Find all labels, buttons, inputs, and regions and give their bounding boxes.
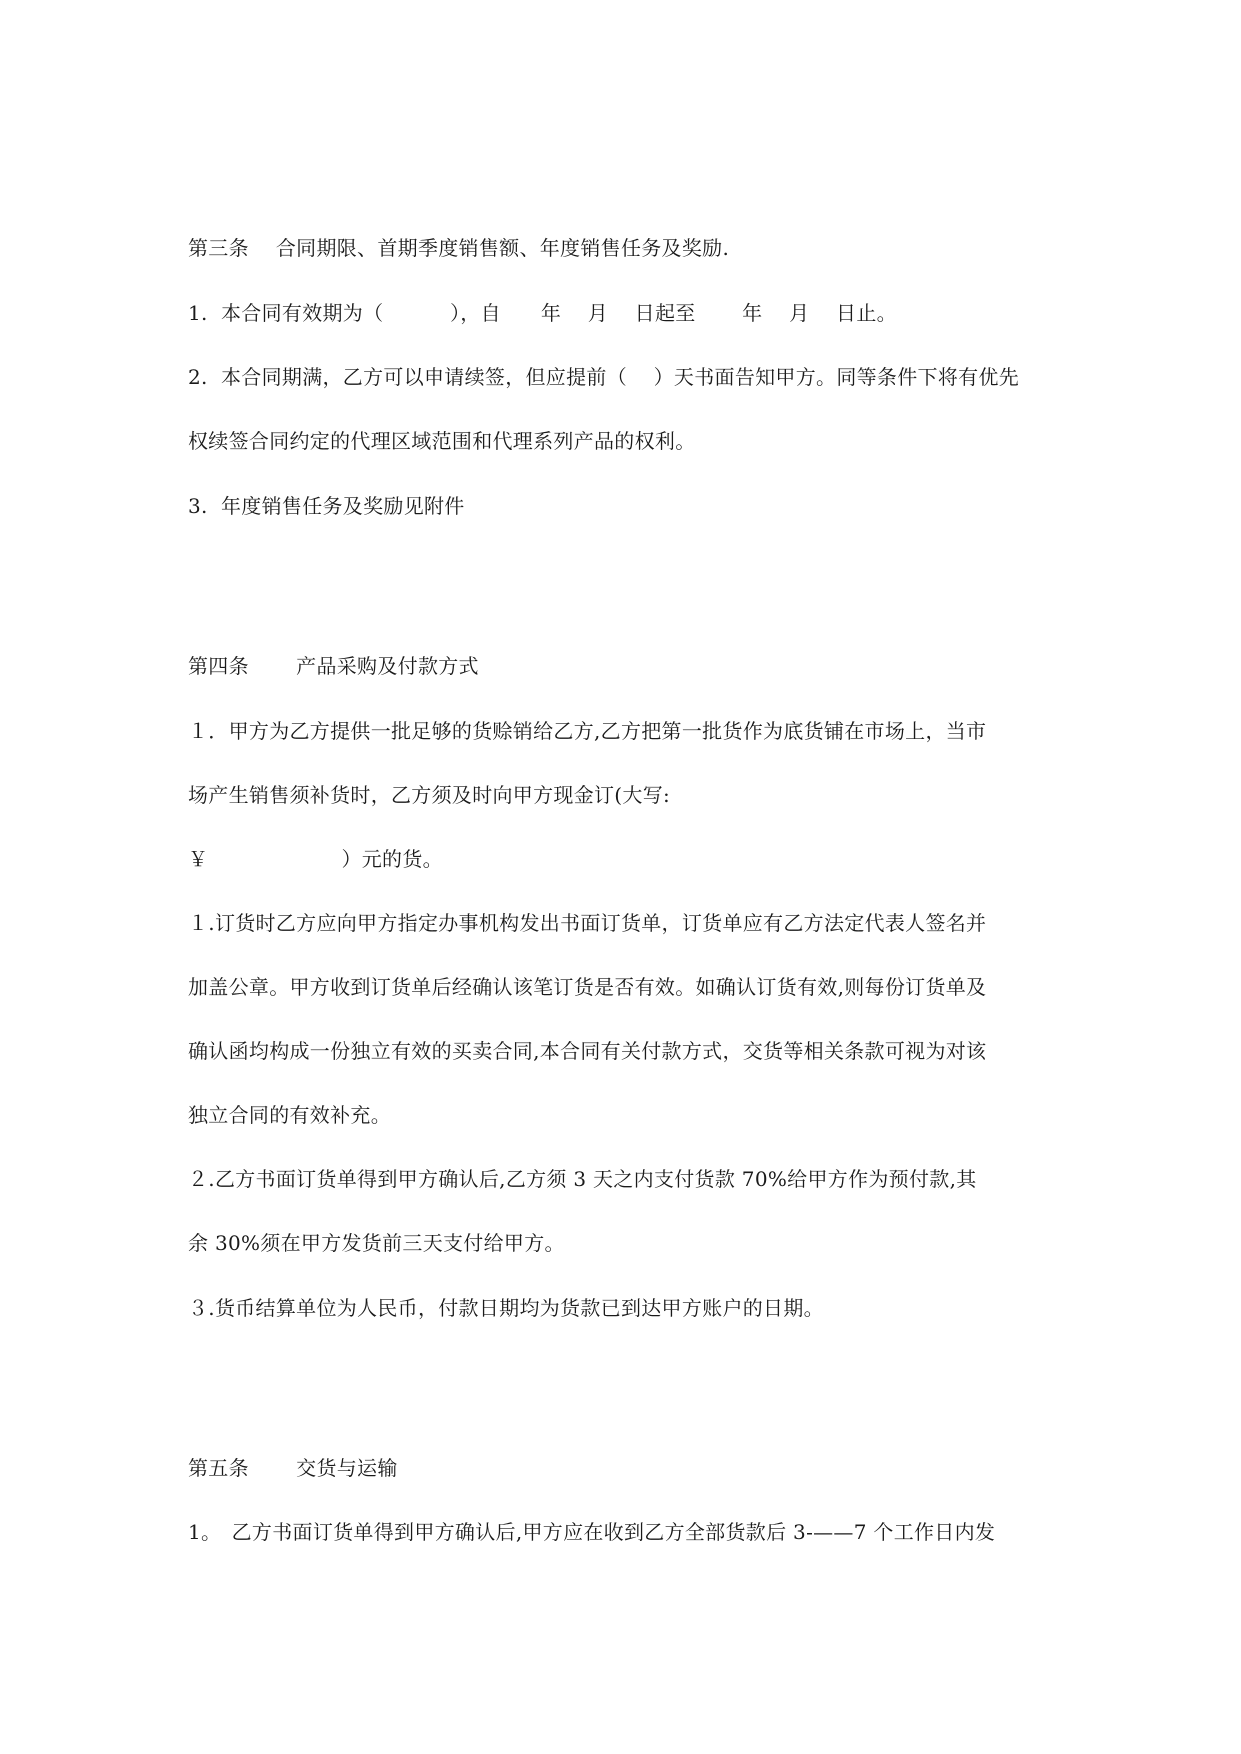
article-4-order-line-2: 加盖公章。甲方收到订货单后经确认该笔订货是否有效。如确认订货有效,则每份订货单及 <box>188 975 987 999</box>
article-4-clause-1-line-1: １．甲方为乙方提供一批足够的货赊销给乙方,乙方把第一批货作为底货铺在市场上，当市 <box>188 719 987 743</box>
article-3-clause-3: 3. 年度销售任务及奖励见附件 <box>188 494 465 518</box>
article-4-heading: 第四条 产品采购及付款方式 <box>188 654 479 678</box>
article-3-clause-1: 1. 本合同有效期为（ ），自 年 月 日起至 年 月 日止。 <box>188 301 897 325</box>
article-4-clause-2-line-2: 余 30%须在甲方发货前三天支付给甲方。 <box>188 1231 565 1255</box>
article-4-clause-1-line-3: ￥ ）元的货。 <box>188 847 443 871</box>
article-5-clause-1: 1。 乙方书面订货单得到甲方确认后,甲方应在收到乙方全部货款后 3-——7 个工作日内发 <box>188 1520 996 1544</box>
article-4-order-line-4: 独立合同的有效补充。 <box>188 1103 391 1127</box>
article-5-heading: 第五条 交货与运输 <box>188 1456 398 1480</box>
article-4-clause-2-line-1: ２.乙方书面订货单得到甲方确认后,乙方须 3 天之内支付货款 70%给甲方作为预付款,其 <box>188 1167 977 1191</box>
article-4-order-line-1: １.订货时乙方应向甲方指定办事机构发出书面订货单，订货单应有乙方法定代表人签名并 <box>188 911 987 935</box>
article-3-clause-2-line-1: 2. 本合同期满，乙方可以申请续签，但应提前（ ）天书面告知甲方。同等条件下将有优先 <box>188 365 1020 389</box>
article-4-order-line-3: 确认函均构成一份独立有效的买卖合同,本合同有关付款方式，交货等相关条款可视为对该 <box>188 1039 987 1063</box>
article-4-clause-3: ３.货币结算单位为人民币，付款日期均为货款已到达甲方账户的日期。 <box>188 1296 824 1320</box>
article-3-clause-2-line-2: 权续签合同约定的代理区域范围和代理系列产品的权利。 <box>188 429 696 453</box>
article-3-heading: 第三条 合同期限、首期季度销售额、年度销售任务及奖励. <box>188 236 730 260</box>
article-4-clause-1-line-2: 场产生销售须补货时，乙方须及时向甲方现金订(大写: <box>188 783 671 807</box>
